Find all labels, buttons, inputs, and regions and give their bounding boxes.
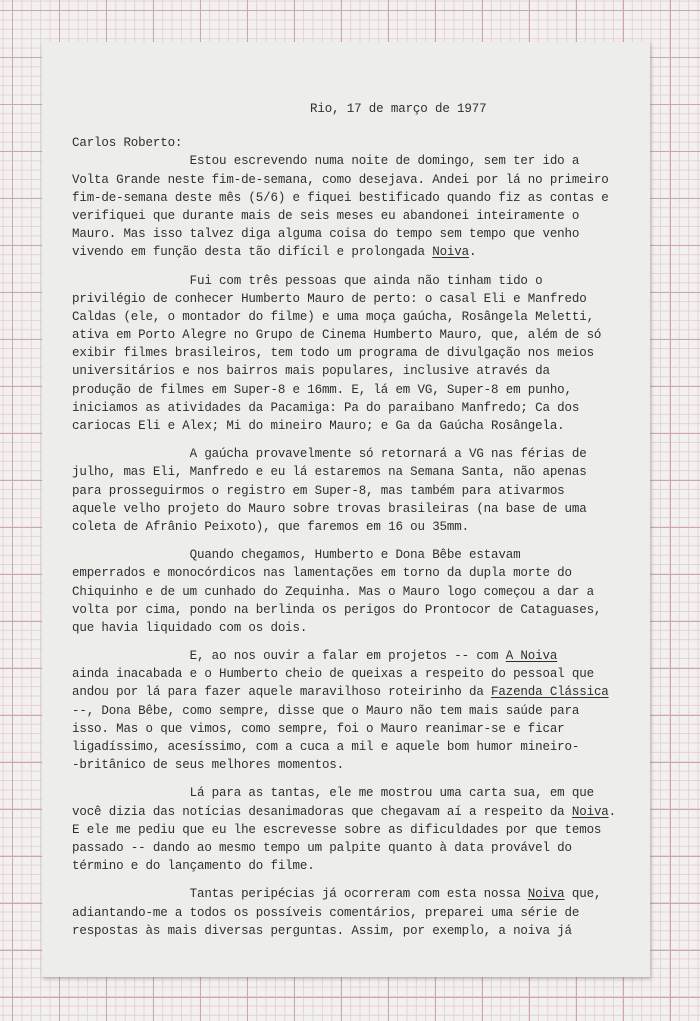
text-line: que havia liquidado com os dois. bbox=[72, 620, 308, 635]
text-line: coleta de Afrânio Peixoto), que faremos em 16 ou 35mm. bbox=[72, 519, 469, 534]
underlined-title: Noiva bbox=[432, 245, 469, 260]
text-line: Chiquinho e de um cunhado do Zequinha. Mas o Mauro logo começou a dar a bbox=[72, 584, 594, 599]
text-line: vivendo em função desta tão difícil e prolongada Noiva. bbox=[72, 245, 477, 260]
text-line: julho, mas Eli, Manfredo e eu lá estaremos na Semana Santa, não apenas bbox=[72, 465, 587, 480]
text-line: emperrados e monocórdicos nas lamentações em torno da dupla morte do bbox=[72, 566, 572, 581]
text-line: Fui com três pessoas que ainda não tinham tido o bbox=[72, 273, 543, 288]
underlined-title: A Noiva bbox=[505, 649, 558, 664]
text-line: privilégio de conhecer Humberto Mauro de perto: o casal Eli e Manfredo bbox=[72, 291, 587, 306]
letter-body bbox=[72, 100, 627, 940]
text-line: ativa em Porto Alegre no Grupo de Cinema Humberto Mauro, que, além de só bbox=[72, 328, 602, 343]
text-line: A gaúcha provavelmente só retornará a VG nas férias de bbox=[72, 447, 587, 462]
text-line: andou por lá para fazer aquele maravilhoso roteirinho da Fazenda Clássica bbox=[72, 685, 609, 700]
text-line: adiantando-me a todos os possíveis comentários, preparei uma série de bbox=[72, 905, 580, 920]
text-line: para prosseguirmos o registro em Super-8, mas também para ativarmos bbox=[72, 483, 565, 498]
text-line: fim-de-semana deste mês (5/6) e fiquei bestificado quando fiz as contas e bbox=[72, 190, 609, 205]
text-line: iniciamos as atividades da Pacamiga: Pa do paraibano Manfredo; Ca dos bbox=[72, 400, 580, 415]
text-line: ligadíssimo, acesíssimo, com a cuca a mil e aquele bom humor mineiro- bbox=[72, 740, 580, 754]
text-line: produção de filmes em Super-8 e 16mm. E, lá em VG, Super-8 em punho, bbox=[72, 382, 572, 397]
text-line: Mauro. Mas isso talvez diga alguma coisa do tempo sem tempo que venho bbox=[72, 227, 580, 242]
text-line: passado -- dando ao mesmo tempo um palpite quanto à data provável do bbox=[72, 840, 572, 855]
letter-salutation: Carlos Roberto: bbox=[72, 136, 183, 151]
text-line: isso. Mas o que vimos, como sempre, foi o Mauro reanimar-se e ficar bbox=[72, 721, 565, 736]
text-line: término e do lançamento do filme. bbox=[72, 859, 315, 874]
text-line: verifiquei que durante mais de seis meses eu abandonei inteiramente o bbox=[72, 208, 580, 223]
text-line: -britânico de seus melhores momentos. bbox=[72, 758, 344, 773]
letter-sheet bbox=[42, 42, 650, 977]
paragraph bbox=[72, 885, 627, 940]
text-line: exibir filmes brasileiros, tem todo um programa de divulgação nos meios bbox=[72, 346, 594, 361]
text-line: Caldas (ele, o montador do filme) e uma moça gaúcha, Rosângela Meletti, bbox=[72, 309, 594, 324]
text-line: E ele me pediu que eu lhe escrevesse sobre as dificuldades por que temos bbox=[72, 822, 602, 837]
underlined-title: Noiva bbox=[527, 887, 565, 902]
underlined-title: Noiva bbox=[571, 804, 609, 819]
text-line: universitários e nos bairros mais populares, inclusive através da bbox=[72, 364, 550, 379]
text-line: --, Dona Bêbe, como sempre, disse que o Mauro não tem mais saúde para bbox=[72, 703, 580, 718]
text-line: E, ao nos ouvir a falar em projetos -- com A Noiva bbox=[72, 649, 558, 664]
text-line: respostas às mais diversas perguntas. Assim, por exemplo, a noiva já bbox=[72, 923, 572, 938]
text-line: aquele velho projeto do Mauro sobre trovas brasileiras (na base de uma bbox=[72, 501, 587, 516]
text-line: ainda inacabada e o Humberto cheio de queixas a respeito do pessoal que bbox=[72, 667, 594, 682]
text-line: Lá para as tantas, ele me mostrou uma carta sua, em que bbox=[72, 786, 594, 801]
text-line: Quando chegamos, Humberto e Dona Bêbe estavam bbox=[72, 548, 521, 563]
text-line: volta por cima, pondo na berlinda os perigos do Prontocor de Cataguases, bbox=[72, 602, 602, 617]
paragraph bbox=[72, 152, 627, 271]
paragraph bbox=[72, 784, 627, 885]
text-line: Tantas peripécias já ocorreram com esta nossa Noiva que, bbox=[72, 887, 602, 902]
text-line: você dizia das notícias desanimadoras que chegavam aí a respeito da Noiva. bbox=[72, 804, 617, 819]
paragraph bbox=[72, 647, 627, 784]
text-line: Estou escrevendo numa noite de domingo, sem ter ido a bbox=[72, 154, 580, 169]
paragraph bbox=[72, 445, 627, 546]
text-line: cariocas Eli e Alex; Mi do mineiro Mauro; e Ga da Gaúcha Rosângela. bbox=[72, 419, 565, 433]
underlined-title: Fazenda Clássica bbox=[491, 685, 609, 700]
text-line: Volta Grande neste fim-de-semana, como desejava. Andei por lá no primeiro bbox=[72, 172, 609, 187]
paragraph bbox=[72, 272, 627, 446]
letter-date: Rio, 17 de março de 1977 bbox=[310, 102, 487, 116]
paragraph bbox=[72, 546, 627, 647]
